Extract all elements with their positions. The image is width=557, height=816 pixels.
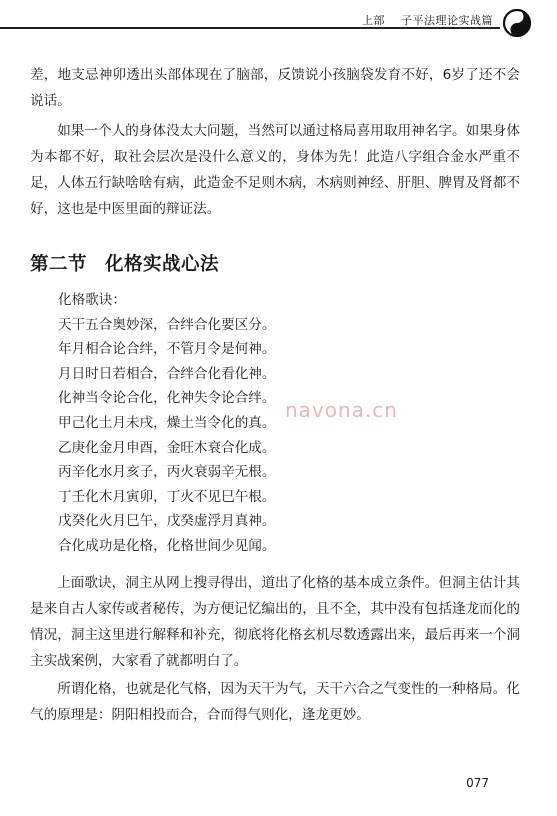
verse-line: 年月相合论合绊，不管月令是何神。	[58, 341, 276, 358]
verse-line: 化神当令论合化，化神失令论合绊。	[58, 390, 276, 407]
verse-line: 戊癸化火月巳午，戊癸虚浮月真神。	[58, 513, 276, 530]
verse-line: 月日时日若相合，合绊合化看化神。	[58, 365, 276, 382]
body-paragraph-2: 所谓化格，也就是化气格，因为天干为气，天干六合之气变性的一种格局。化气的原理是：阴阳相投而合，合而得气则化，逢龙更妙。	[30, 681, 520, 723]
intro-text	[30, 62, 520, 222]
section-title: 化格实战心法	[105, 254, 220, 275]
verse-line: 天干五合奥妙深，合绊合化要区分。	[58, 316, 276, 333]
verse-line: 甲己化土月未戌，燥土当令化的真。	[58, 414, 276, 431]
verse-block	[58, 288, 276, 559]
body-text	[30, 570, 520, 728]
body-paragraph-1: 上面歌诀，洞主从网上搜寻得出，道出了化格的基本成立条件。但洞主估计其是来自古人家传或者秘传，为方便记忆编出的，且不全，其中没有包括逢龙而化的情况，洞主这里进行解释和补充，彻底将化格玄机尽数透露出来，最后再来一个洞主实战案例，大家看了就都明白了。	[30, 575, 520, 669]
verse-line: 乙庚化金月申酉，金旺木衰合化成。	[58, 439, 276, 456]
header-text	[362, 12, 493, 28]
section-number: 第二节	[30, 254, 88, 275]
section-heading	[30, 250, 219, 276]
yin-yang-logo-icon	[502, 8, 532, 38]
verse-line: 丁壬化木月寅卯，丁火不见巳午根。	[58, 488, 276, 505]
intro-paragraph-1: 差，地支忌神卯透出头部体现在了脑部，反馈说小孩脑袋发育不好，6岁了还不会说话。	[30, 67, 520, 109]
page-number: 077	[466, 776, 489, 790]
header-part: 上部	[362, 14, 385, 27]
verse-line: 丙辛化水月亥子，丙火衰弱辛无根。	[58, 464, 276, 481]
header-book-title: 子平法理论实战篇	[401, 14, 493, 27]
watermark: navona.cn	[285, 398, 398, 422]
verse-line: 合化成功是化格，化格世间少见闻。	[58, 537, 276, 554]
intro-paragraph-2: 如果一个人的身体没太大问题，当然可以通过格局喜用取用神名字。如果身体为本都不好，取社会层次是没什么意义的，身体为先！此造八字组合金水严重不足，人体五行缺啥啥有病，此造金不足则木病，木病则神经、肝胆、脾胃及肾都不好，这也是中医里面的辩证法。	[30, 123, 520, 217]
running-header	[0, 0, 557, 44]
verse-line: 化格歌诀：	[58, 292, 126, 308]
